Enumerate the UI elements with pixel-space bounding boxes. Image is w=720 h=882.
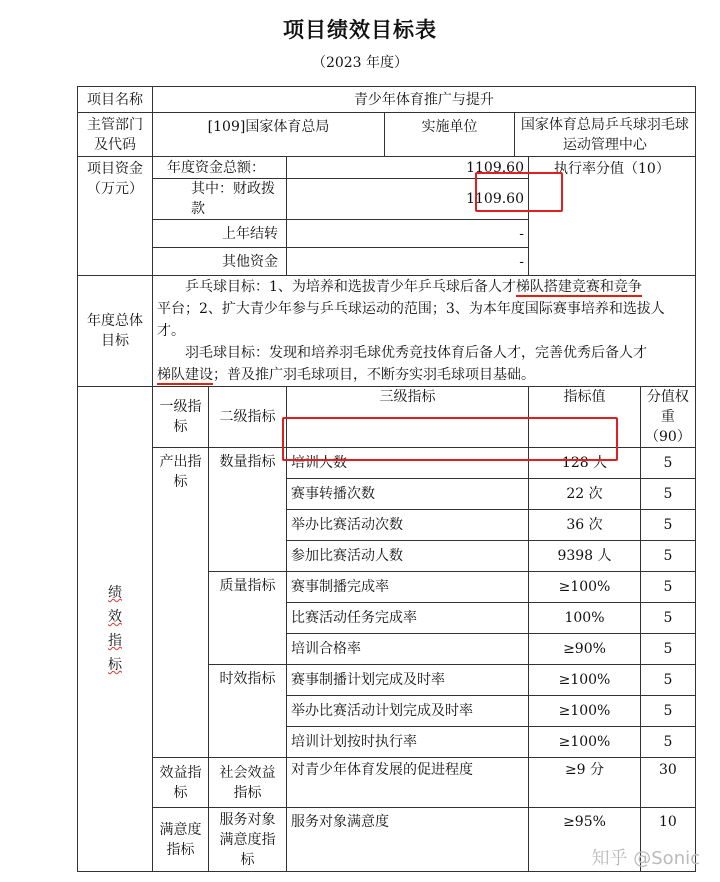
bm-highlight: 梯队建设 (157, 367, 213, 383)
dept-value: [109]国家体育总局 (153, 113, 385, 157)
row-name: 参加比赛活动人数 (287, 541, 529, 572)
row-name: 比赛活动任务完成率 (287, 603, 529, 634)
carry-value: - (287, 220, 529, 248)
project-name: 青少年体育推广与提升 (153, 87, 696, 113)
row-score: 5 (641, 727, 696, 758)
row-name: 培训人数 (287, 448, 529, 479)
fiscal-value: 1109.60 (287, 179, 529, 220)
page-title: 项目绩效目标表 (283, 17, 437, 42)
dept-label: 主管部门及代码 (78, 113, 153, 157)
l2-quality: 质量指标 (209, 572, 287, 665)
l2-social: 社会效益指标 (209, 758, 287, 808)
l2-time: 时效指标 (209, 665, 287, 758)
row-value: 22 次 (529, 479, 641, 510)
row-score: 10 (641, 808, 696, 872)
performance-table (77, 86, 696, 872)
l1-benefit: 效益指标 (153, 758, 209, 808)
row-score: 30 (641, 758, 696, 808)
row-name: 培训合格率 (287, 634, 529, 665)
row-name: 服务对象满意度 (287, 808, 529, 872)
l2-quantity: 数量指标 (209, 448, 287, 572)
page-subtitle: （2023 年度） (311, 55, 409, 71)
row-score: 5 (641, 541, 696, 572)
row-value: ≥100% (529, 727, 641, 758)
annual-value: 1109.60 (287, 157, 529, 179)
l2-service: 服务对象满意度指标 (209, 808, 287, 872)
row-name: 赛事转播次数 (287, 479, 529, 510)
row-score: 5 (641, 665, 696, 696)
goal-text: 乒乓球目标：1、为培养和选拔青少年乒乓球后备人才梯队搭建竞赛和竞争 平台；2、扩大青少年参与乒乓球运动的范围；3、为本年度国际赛事培养和选拔人才。 羽毛球目标：发现和培养羽毛球优秀竞技体育后备人才，完善优秀后备人才 梯队建设；普及推广羽毛球项目，不断夯实羽毛球项目基础。 (153, 276, 696, 387)
row-value: ≥100% (529, 572, 641, 603)
row-value: ≥9 分 (529, 758, 641, 808)
row-score: 5 (641, 479, 696, 510)
unit-label: 实施单位 (385, 113, 515, 157)
row-value: ≥100% (529, 665, 641, 696)
exec-rate-label: 执行率分值（10） (529, 157, 696, 276)
unit-value: 国家体育总局乒乓球羽毛球运动管理中心 (515, 113, 696, 157)
row-name: 举办比赛活动次数 (287, 510, 529, 541)
row-score: 5 (641, 696, 696, 727)
row-name: 对青少年体育发展的促进程度 (287, 758, 529, 808)
header-l3: 三级指标 (287, 387, 529, 448)
goal-label: 年度总体目标 (78, 276, 153, 387)
watermark: 知乎 @Sonic (591, 848, 700, 869)
funds-label: 项目资金（万元） (78, 157, 153, 276)
header-l2: 二级指标 (209, 387, 287, 448)
project-name-label: 项目名称 (78, 87, 153, 113)
row-value: 100% (529, 603, 641, 634)
row-name: 培训计划按时执行率 (287, 727, 529, 758)
l1-output: 产出指标 (153, 448, 209, 758)
header-value: 指标值 (529, 387, 641, 448)
annual-label: 年度资金总额： (153, 157, 287, 179)
row-value: ≥95% (529, 808, 641, 872)
pp-highlight: 梯队搭建竞赛和竞争 (515, 279, 642, 295)
row-score: 5 (641, 634, 696, 665)
row-value: 36 次 (529, 510, 641, 541)
row-name: 赛事制播完成率 (287, 572, 529, 603)
row-name: 赛事制播计划完成及时率 (287, 665, 529, 696)
carry-label: 上年结转 (153, 220, 287, 248)
header-score: 分值权重（90） (641, 387, 696, 448)
perf-label: 绩效指标 (78, 387, 153, 872)
row-value: 9398 人 (529, 541, 641, 572)
other-value: - (287, 248, 529, 276)
row-score: 5 (641, 603, 696, 634)
row-value: ≥90% (529, 634, 641, 665)
row-value: 128 人 (529, 448, 641, 479)
other-label: 其他资金 (153, 248, 287, 276)
row-score: 5 (641, 448, 696, 479)
row-score: 5 (641, 510, 696, 541)
fiscal-label: 其中：财政拨款 (153, 179, 287, 220)
row-value: ≥100% (529, 696, 641, 727)
l1-satisfaction: 满意度指标 (153, 808, 209, 872)
row-score: 5 (641, 572, 696, 603)
row-name: 举办比赛活动计划完成及时率 (287, 696, 529, 727)
header-l1: 一级指标 (153, 387, 209, 448)
